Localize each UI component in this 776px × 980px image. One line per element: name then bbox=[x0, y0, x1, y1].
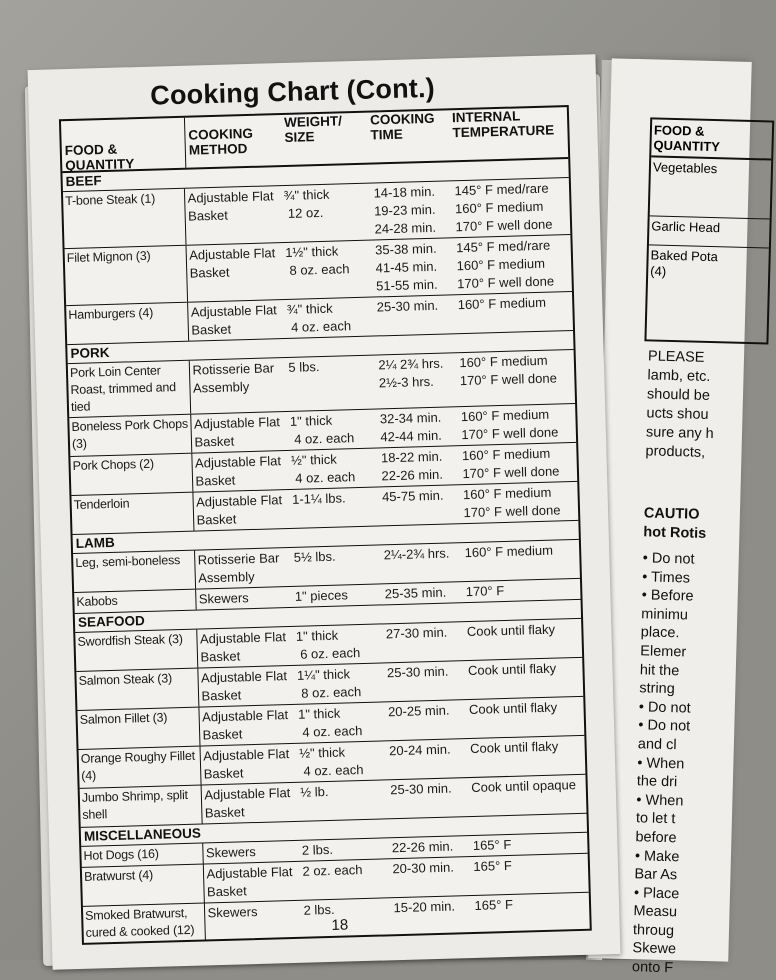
time-text: 32-34 min. bbox=[379, 409, 442, 427]
method-text: Adjustable Flat bbox=[189, 245, 276, 263]
method-text: Basket bbox=[201, 687, 242, 704]
method-text: Basket bbox=[206, 883, 247, 900]
method-text: Adjustable Flat bbox=[206, 864, 293, 882]
temperature-cell bbox=[461, 482, 579, 523]
time-text: 41-45 min. bbox=[375, 258, 438, 276]
time-text: 25-30 min. bbox=[386, 663, 449, 681]
temperature-text: 160° F medium bbox=[459, 352, 548, 371]
method-weight-cell bbox=[185, 184, 372, 245]
time-text: 51-55 min. bbox=[375, 276, 438, 294]
method-text: Basket bbox=[200, 648, 241, 665]
temperature-cell bbox=[454, 235, 572, 294]
time-text: 2¼ 2¾ hrs. bbox=[378, 355, 444, 373]
time-cell bbox=[371, 181, 454, 239]
temperature-text: 160° F medium bbox=[456, 255, 546, 274]
header-weight: WEIGHT/ SIZE bbox=[283, 113, 343, 145]
time-cell bbox=[388, 778, 470, 818]
method-weight-cell bbox=[187, 241, 374, 302]
time-text: 45-75 min. bbox=[381, 487, 444, 505]
time-cell bbox=[373, 238, 456, 296]
time-cell bbox=[384, 622, 466, 662]
page-title: Cooking Chart (Cont.) bbox=[149, 72, 436, 111]
weight-text bbox=[299, 878, 390, 899]
weight-text: 4 oz. each bbox=[293, 430, 355, 447]
method-weight-cell bbox=[205, 898, 392, 939]
temperature-text: 170° F well done bbox=[459, 370, 558, 389]
section-heading: SEAFOOD bbox=[75, 600, 581, 633]
method-text: Adjustable Flat bbox=[199, 629, 287, 647]
time-text: 42-44 min. bbox=[380, 427, 443, 445]
temperature-cell bbox=[468, 736, 586, 777]
section-heading: BEEF bbox=[62, 159, 568, 192]
method-weight-cell bbox=[200, 702, 387, 745]
food-cell: Smoked Bratwurst, cured & cooked (12) bbox=[83, 903, 206, 942]
method-weight-cell bbox=[192, 409, 379, 452]
header-time: COOKING TIME bbox=[369, 110, 435, 143]
temperature-text: 160° F medium bbox=[464, 542, 554, 561]
right-please-text: PLEASE lamb, etc. should be ucts shou sure any h products, bbox=[645, 348, 714, 461]
header-food: FOOD & QUANTITY bbox=[61, 118, 186, 171]
temperature-cell bbox=[457, 350, 575, 406]
temperature-text: 160° F medium bbox=[460, 406, 550, 425]
weight-text: 1" thick bbox=[289, 412, 333, 429]
header-temp: INTERNAL TEMPERATURE bbox=[451, 108, 555, 141]
food-cell: Pork Chops (2) bbox=[70, 454, 193, 495]
weight-text bbox=[284, 375, 375, 396]
temperature-text: Cook until flaky bbox=[468, 699, 558, 718]
time-text: 20-24 min. bbox=[388, 741, 451, 759]
weight-text: 4 oz. each bbox=[302, 723, 363, 740]
weight-text: 1¼" thick bbox=[296, 666, 351, 683]
time-text: 25-30 min. bbox=[376, 297, 439, 315]
time-text: 2¼-2¾ hrs. bbox=[383, 545, 450, 563]
method-weight-cell bbox=[194, 487, 381, 530]
table-body bbox=[62, 159, 589, 943]
weight-text: 1" thick bbox=[295, 627, 339, 644]
food-cell: Boneless Pork Chops (3) bbox=[69, 415, 192, 456]
right-table-item: Vegetables bbox=[652, 159, 718, 177]
weight-text: 5 lbs. bbox=[288, 359, 320, 375]
time-cell bbox=[376, 353, 458, 408]
weight-text: 2 lbs. bbox=[303, 901, 335, 918]
weight-text: 8 oz. each bbox=[301, 684, 362, 701]
time-cell bbox=[381, 543, 463, 583]
page-number: 18 bbox=[331, 916, 349, 934]
time-text: 24-28 min. bbox=[374, 219, 437, 237]
method-text: Adjustable Flat bbox=[201, 707, 289, 725]
temperature-cell bbox=[467, 697, 585, 738]
weight-text bbox=[290, 564, 381, 585]
method-text: Assembly bbox=[198, 568, 255, 586]
weight-text: ½" thick bbox=[290, 451, 338, 468]
time-text: 22-26 min. bbox=[391, 838, 454, 856]
method-text: Basket bbox=[195, 472, 236, 489]
weight-text: 12 oz. bbox=[287, 204, 324, 221]
weight-text: ½" thick bbox=[298, 744, 346, 761]
method-text: Skewers bbox=[207, 904, 258, 921]
time-text: 25-30 min. bbox=[390, 780, 452, 798]
temperature-text: 170° F well done bbox=[462, 463, 560, 482]
right-table-item: Garlic Head bbox=[649, 215, 770, 239]
method-weight-cell bbox=[202, 780, 389, 823]
food-cell: Bratwurst (4) bbox=[82, 864, 205, 905]
temperature-text: 160° F medium bbox=[462, 484, 552, 503]
time-cell bbox=[390, 836, 472, 858]
method-text: Basket bbox=[189, 264, 230, 281]
method-text: Basket bbox=[203, 765, 244, 782]
time-text: 2½-3 hrs. bbox=[378, 373, 434, 391]
method-text: Basket bbox=[196, 511, 237, 528]
weight-text: 1½" thick bbox=[284, 243, 339, 260]
method-weight-cell bbox=[198, 624, 385, 667]
temperature-cell bbox=[452, 178, 570, 237]
time-cell bbox=[380, 485, 462, 525]
weight-text: ¾" thick bbox=[283, 186, 330, 204]
time-cell bbox=[390, 857, 472, 897]
method-weight-cell bbox=[189, 298, 376, 341]
time-text: 14-18 min. bbox=[373, 183, 436, 201]
temperature-text: 160° F medium bbox=[454, 198, 544, 217]
weight-text: 5½ lbs. bbox=[293, 548, 336, 565]
weight-text: 1-1¼ lbs. bbox=[291, 490, 346, 507]
temperature-text: 170° F well done bbox=[461, 424, 559, 443]
temperature-cell bbox=[471, 854, 589, 895]
temperature-text: 165° F bbox=[472, 836, 512, 853]
method-text: Skewers bbox=[198, 590, 249, 607]
method-text: Basket bbox=[187, 207, 229, 224]
food-cell: Salmon Fillet (3) bbox=[77, 708, 200, 749]
temperature-text: 170° F well done bbox=[455, 216, 553, 235]
section-heading: MISCELLANEOUS bbox=[81, 814, 587, 847]
method-text: Adjustable Flat bbox=[187, 188, 274, 206]
method-text: Adjustable Flat bbox=[200, 668, 288, 686]
method-text: Adjustable Flat bbox=[195, 492, 283, 510]
food-cell: Tenderloin bbox=[71, 493, 194, 534]
temperature-cell bbox=[472, 893, 589, 932]
temperature-text: 170° F well done bbox=[463, 502, 561, 521]
method-text: Basket bbox=[202, 726, 243, 743]
time-text: 19-23 min. bbox=[373, 201, 436, 219]
method-weight-cell bbox=[193, 448, 380, 491]
temperature-text: Cook until flaky bbox=[467, 660, 557, 679]
weight-text bbox=[288, 506, 379, 527]
temperature-cell bbox=[469, 775, 587, 816]
weight-text: 4 oz. each bbox=[295, 469, 356, 486]
weight-text bbox=[296, 799, 387, 820]
method-text: Assembly bbox=[192, 379, 250, 396]
temperature-text: 160° F medium bbox=[457, 294, 547, 313]
time-cell bbox=[383, 582, 465, 604]
time-text: 35-38 min. bbox=[374, 240, 437, 258]
temperature-cell bbox=[465, 619, 583, 660]
time-cell bbox=[379, 446, 461, 486]
time-cell bbox=[387, 739, 469, 779]
method-text: Adjustable Flat bbox=[204, 785, 291, 803]
weight-text: 4 oz. each bbox=[303, 762, 364, 779]
header-method: COOKING METHOD bbox=[188, 125, 254, 158]
time-text: 15-20 min. bbox=[393, 898, 456, 916]
time-text: 20-25 min. bbox=[387, 702, 450, 720]
time-cell bbox=[378, 407, 460, 447]
time-text: 18-22 min. bbox=[380, 448, 443, 466]
right-caution-bullets: • Do not • Times • Before minimu place. Elemer hit the string • Do not • Do not and cl • When the dri • When to let t before • Make Bar As • Place Measu throug Skewe onto F bbox=[631, 550, 695, 977]
food-cell: Hamburgers (4) bbox=[66, 303, 189, 344]
food-cell: Kabobs bbox=[74, 590, 197, 613]
method-weight-cell bbox=[204, 859, 391, 902]
temperature-cell bbox=[460, 443, 578, 484]
temperature-cell bbox=[471, 833, 588, 856]
method-weight-cell bbox=[199, 663, 386, 706]
time-cell bbox=[386, 700, 468, 740]
food-cell: Swordfish Steak (3) bbox=[75, 630, 198, 671]
temperature-text: 170° F well done bbox=[456, 273, 555, 292]
weight-text: 2 oz. each bbox=[302, 862, 363, 879]
weight-text: 8 oz. each bbox=[289, 261, 350, 278]
method-weight-cell bbox=[201, 741, 388, 784]
method-text: Basket bbox=[204, 804, 245, 821]
right-page-table bbox=[644, 117, 774, 344]
time-text: 25-35 min. bbox=[384, 584, 447, 602]
food-cell: Salmon Steak (3) bbox=[76, 669, 199, 710]
method-text: Basket bbox=[191, 321, 232, 338]
food-cell: Filet Mignon (3) bbox=[65, 246, 189, 305]
method-text: Basket bbox=[194, 433, 235, 450]
food-cell: Orange Roughy Fillet (4) bbox=[79, 747, 202, 788]
temperature-cell bbox=[455, 292, 573, 333]
temperature-text: 145° F med/rare bbox=[454, 180, 549, 199]
method-text: Adjustable Flat bbox=[190, 302, 278, 320]
temperature-text: 145° F med/rare bbox=[455, 237, 551, 256]
food-cell: T-bone Steak (1) bbox=[63, 189, 187, 248]
food-cell: Pork Loin Center Roast, trimmed and tied bbox=[68, 361, 192, 417]
food-cell: Leg, semi-boneless bbox=[73, 551, 196, 592]
temperature-text: Cook until flaky bbox=[466, 621, 556, 640]
temperature-text: 170° F bbox=[465, 583, 505, 600]
temperature-cell bbox=[459, 404, 577, 445]
weight-text: 4 oz. each bbox=[290, 318, 352, 335]
right-table-item: Baked Pota (4) bbox=[648, 244, 769, 284]
method-text: Rotisserie Bar bbox=[197, 550, 280, 568]
temperature-text: 165° F bbox=[474, 896, 514, 913]
method-text: Adjustable Flat bbox=[203, 746, 290, 764]
weight-text: ¾" thick bbox=[286, 300, 333, 317]
temperature-cell bbox=[466, 658, 584, 699]
cooking-chart-table bbox=[59, 105, 592, 945]
method-weight-cell bbox=[195, 545, 382, 588]
section-heading: PORK bbox=[67, 331, 573, 364]
temperature-text: Cook until opaque bbox=[471, 777, 577, 795]
method-weight-cell bbox=[190, 355, 377, 413]
time-text: 22-26 min. bbox=[381, 466, 444, 484]
food-cell: Jumbo Shrimp, split shell bbox=[80, 786, 203, 827]
method-text: Rotisserie Bar bbox=[192, 360, 275, 378]
time-text: 27-30 min. bbox=[385, 624, 448, 642]
weight-text: 2 lbs. bbox=[301, 841, 334, 858]
temperature-text: Cook until flaky bbox=[469, 738, 559, 757]
method-text: Adjustable Flat bbox=[193, 414, 281, 432]
weight-text: 6 oz. each bbox=[300, 645, 361, 662]
temperature-text: 160° F medium bbox=[461, 445, 551, 464]
temperature-text: 165° F bbox=[473, 857, 513, 874]
weight-text: 1" thick bbox=[297, 705, 341, 722]
right-table-header: FOOD & QUANTITY bbox=[651, 119, 772, 160]
method-text: Adjustable Flat bbox=[194, 453, 282, 471]
right-caution-heading: CAUTIO hot Rotis bbox=[643, 505, 707, 542]
left-page bbox=[28, 54, 621, 970]
temperature-cell bbox=[462, 540, 580, 581]
food-cell: Hot Dogs (16) bbox=[81, 843, 204, 866]
time-cell bbox=[385, 661, 467, 701]
weight-text: ½ lb. bbox=[300, 783, 329, 800]
method-text: Skewers bbox=[205, 844, 256, 861]
section-heading: LAMB bbox=[73, 521, 579, 554]
time-text: 20-30 min. bbox=[392, 859, 455, 877]
temperature-cell bbox=[463, 579, 580, 602]
time-cell bbox=[391, 896, 473, 934]
weight-text: 1" pieces bbox=[294, 587, 349, 604]
time-cell bbox=[374, 295, 456, 335]
